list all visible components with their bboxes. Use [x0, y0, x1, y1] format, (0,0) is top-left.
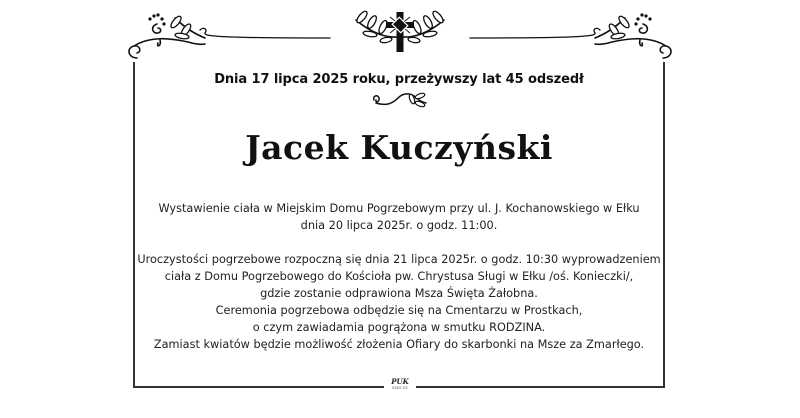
floral-scroll-icon-right — [470, 24, 671, 58]
deceased-name: Jacek Kuczyński — [245, 128, 553, 167]
leaf-flourish-icon — [370, 88, 430, 112]
text-line: ciała z Domu Pogrzebowego do Kościoła pw. Chrystusa Sługi w Ełku /oś. Konieczki/, — [164, 270, 634, 283]
paragraph-ceremony — [135, 251, 663, 353]
text-line: o czym zawiadamia pogrążona w smutku RODZINA. — [252, 321, 546, 334]
text-line: Wystawienie ciała w Miejskim Domu Pogrzebowym przy ul. J. Kochanowskiego w Ełku — [158, 202, 640, 215]
cross-icon — [386, 12, 414, 52]
floral-scroll-icon-left — [129, 24, 330, 58]
notice-body — [135, 200, 663, 370]
intro-text: Dnia 17 lipca 2025 roku, przeżywszy lat 45 odszedł — [214, 72, 584, 87]
text-line: Ceremonia pogrzebowa odbędzie się na Cmentarzu w Prostkach, — [215, 304, 583, 317]
text-line: dnia 20 lipca 2025r. o godz. 11:00. — [300, 219, 498, 232]
logo-subtext: EEEE EE — [392, 386, 408, 390]
text-line: Zamiast kwiatów będzie możliwość złożenia Ofiary do skarbonki na Msze za Zmarłego. — [153, 338, 645, 351]
puk-logo — [384, 378, 416, 396]
top-ornament — [0, 0, 800, 64]
paragraph-viewing — [135, 200, 663, 234]
logo-text: PUK — [391, 377, 409, 386]
text-line: gdzie zostanie odprawiona Msza Święta Żałobna. — [260, 287, 538, 300]
text-line: Uroczystości pogrzebowe rozpoczną się dnia 21 lipca 2025r. o godz. 10:30 wyprowadzeniem — [137, 253, 661, 266]
